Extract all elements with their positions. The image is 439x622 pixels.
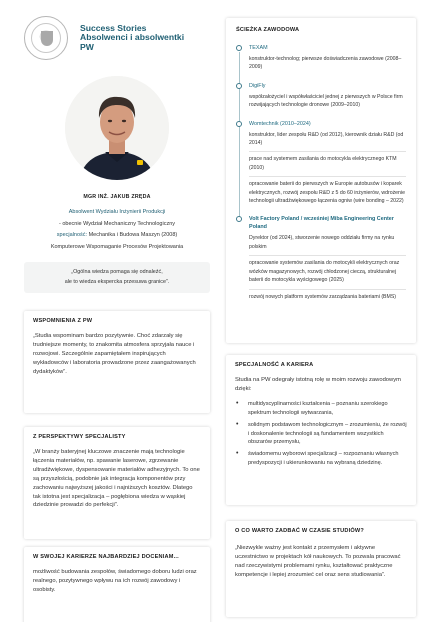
- specialization-title: SPECJALNOŚĆ A KARIERA: [235, 362, 314, 368]
- career-title: ŚCIEŻKA ZAWODOWA: [236, 27, 300, 33]
- timeline-item: [236, 82, 406, 114]
- timeline-description: rozwój nowych platform systemów zarządzania bateriami (BMS): [249, 293, 397, 300]
- specialization-intro: Studia na PW odegrały istotną rolę w moim rozwoju zawodowym dzięki:: [235, 377, 401, 392]
- specialty-value: Mechanika i Budowa Maszyn (2008): [87, 232, 178, 238]
- timeline-description: prace nad systemem zasilania do motocykla elektrycznego KTM (2010): [249, 152, 406, 177]
- timeline-company: TEXAM: [249, 45, 268, 51]
- specialization-list: [235, 400, 407, 468]
- left-column: [24, 14, 210, 622]
- specialization-card: [226, 355, 416, 505]
- achievements-text: możliwość budowania zespołów, świadomego doboru ludzi oraz realnego, pozytywnego wpływu na ich rozwój zawodowy i osobisty.: [33, 569, 197, 593]
- timeline-dot-icon: [236, 83, 242, 89]
- timeline-description: opracowanie systemów zasilania do motocykli elektrycznych oraz wózków magazynowych, rozwój chłodzonej cieczą, strukturalnej baterii do motocykla wyścigowego (2025): [249, 256, 406, 289]
- timeline-item: [236, 120, 406, 210]
- advice-title: O CO WARTO ZADBAĆ W CZASIE STUDIÓW?: [235, 528, 365, 534]
- page-header: [24, 14, 210, 62]
- page-title: Success Stories Absolwenci i absolwentki PW: [80, 22, 185, 52]
- profile-photo: [65, 76, 169, 180]
- timeline-item: [236, 44, 406, 76]
- memories-title: WSPOMNIENIA Z PW: [33, 318, 93, 324]
- person-name: MGR INŻ. JAKUB ZRĘDA: [83, 194, 151, 200]
- timeline-dot-icon: [236, 45, 242, 51]
- specialist-title: Z PERSPEKTYWY SPECJALISTY: [33, 434, 126, 440]
- specialty-label: specjalność:: [56, 232, 88, 238]
- right-column: [226, 18, 416, 617]
- motto-quote: „Ogólna wiedza pomaga się odnaleźć, ale to wiedza ekspercka przesuwa granice”.: [24, 262, 210, 293]
- memories-text: „Studia wspominam bardzo pozytywnie. Choć zdarzały się trudniejsze momenty, to znakomita atmosfera sprzyjała nauce i rozwojowi. Szczególnie zapamiętałem inspirujących wykładowców i laboratoria prowadzone przez zaangażowanych dydaktyków”.: [33, 333, 196, 375]
- timeline-description: Dyrektor (od 2024), stworzenie nowego oddziału firmy na rynku polskim: [249, 231, 406, 256]
- timeline-description: konstruktor-technolog; pierwsze doświadczenia zawodowe (2008–2009): [249, 56, 402, 71]
- timeline-company: Volt Factory Poland / wcześniej Miba Engineering Center Poland: [249, 216, 394, 231]
- achievements-title: W SWOJEJ KARIERZE NAJBARDZIEJ DOCENIAM...: [33, 554, 179, 560]
- timeline-company: DigiFly: [249, 82, 266, 89]
- crest-icon: [41, 31, 53, 46]
- memories-card: [24, 311, 210, 413]
- specialist-text: „W branży bateryjnej kluczowe znaczenie mają technologie łączenia materiałów, np. spawanie laserowe, zgrzewanie ultradźwiękowe, dyspensowanie materiałów adhezyjnych. To one są przyszłością, podobnie jak integracja komponentów przy zachowaniu najwyższej jakości i najniższych kosztów. Dlatego tak istotna jest specjalizacja – pogłębiona wiedza w wąskiej dziedzinie prowadzi do perfekcji”.: [33, 449, 200, 509]
- career-timeline: [236, 44, 406, 305]
- advice-text: „Niezwykle ważny jest kontakt z przemysłem i aktywne uczestnictwo w projektach kół naukowych. To pozwala pracować nad rzeczywistymi problemami rynku, kształtować praktyczne kompetencje i lepiej zrozumieć cel oraz sens studiowania”.: [235, 545, 401, 578]
- list-item: • multidyscyplinarności kształcenia – poznaniu szerokiego spektrum technologii wytwarzania,: [235, 400, 407, 418]
- university-logo: [24, 16, 68, 60]
- timeline-company: Womtechnik (2010–2024): [249, 120, 311, 127]
- timeline-description: opracowanie baterii do pierwszych w Europie autobusów i koparek elektrycznych, rozwój zespołu R&D z 5 do 60 inżynierów, wdrożenie technologii ultradźwiękowego łączenia ogniw (wire bonding – 2022): [249, 181, 405, 205]
- timeline-description: współzałożyciel i współwłaściciel jednej z pierwszych w Polsce firm rozwijających technologie dronowe (2009–2010): [249, 93, 403, 109]
- timeline-dot-icon: [236, 216, 242, 222]
- achievements-card: [24, 547, 210, 622]
- timeline-description: konstruktor, lider zespołu R&D (od 2012), kierownik działu R&D (od 2014): [249, 128, 406, 153]
- education-info: Absolwent Wydziału Inżynierii Produkcji - obecnie Wydział Mechaniczny Technologiczny specjalność: Mechanika i Budowa Maszyn (2008) Komputerowe Wspomaganie Procesów Projektowania: [50, 209, 184, 250]
- timeline-dot-icon: [236, 121, 242, 127]
- list-item: • solidnym podstawom technologicznym – zrozumieniu, że rozwój i doskonalenie technologii są fundamentem wszystkich obszarów przemysłu,: [235, 421, 407, 448]
- specialist-card: [24, 427, 210, 539]
- career-path-card: [226, 18, 416, 343]
- timeline-item: [236, 215, 406, 304]
- advice-card: [226, 521, 416, 617]
- list-item: • świadomemu wyborowi specjalizacji – rozpoznaniu własnych predyspozycji i ukierunkowaniu na wybraną dziedzinę.: [235, 450, 407, 468]
